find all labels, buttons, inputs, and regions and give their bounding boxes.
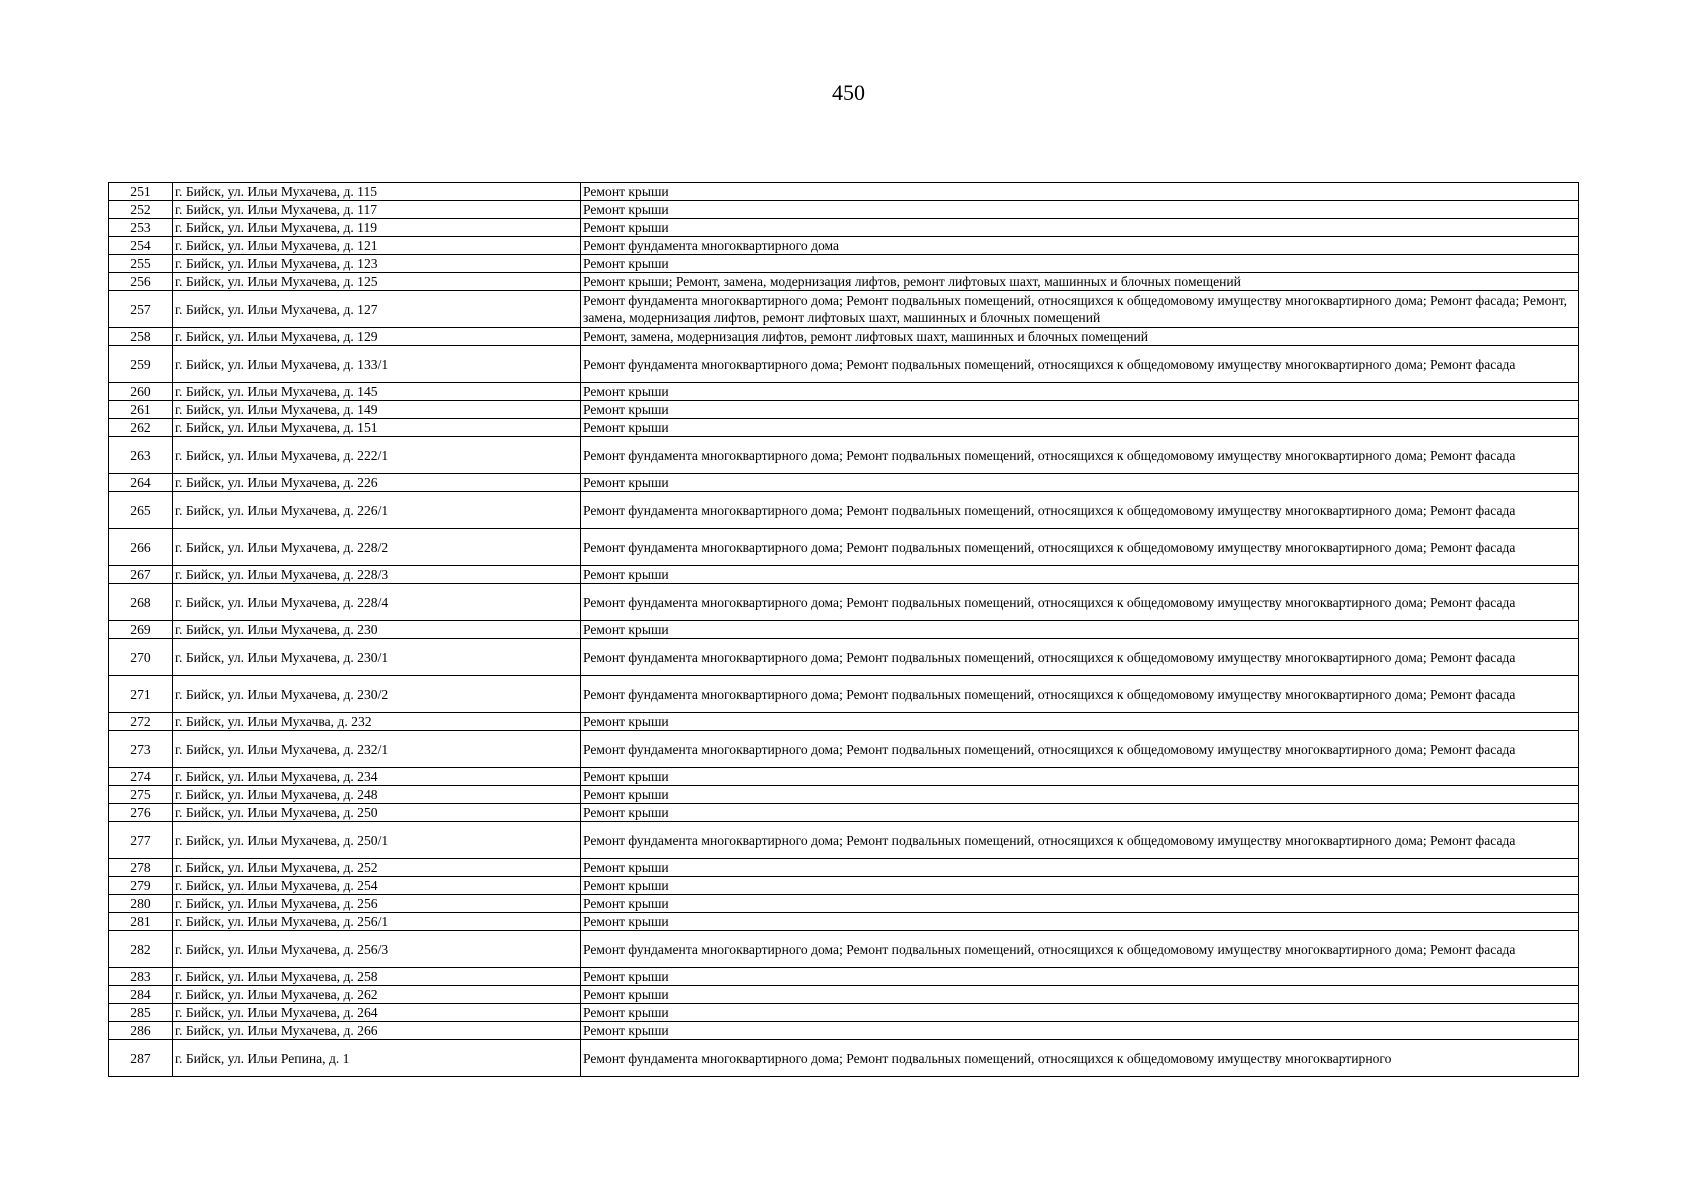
row-number-cell: 287 (109, 1040, 173, 1077)
repair-work-cell: Ремонт фундамента многоквартирного дома; Ремонт подвальных помещений, относящихся к общедомовому имуществу многоквартирного дома; Ремонт фасада (581, 346, 1579, 383)
address-cell: г. Бийск, ул. Ильи Мухачева, д. 125 (173, 273, 581, 291)
address-cell: г. Бийск, ул. Ильи Мухачева, д. 252 (173, 859, 581, 877)
table-row (109, 219, 1579, 237)
table-row (109, 584, 1579, 621)
address-cell: г. Бийск, ул. Ильи Мухачева, д. 129 (173, 328, 581, 346)
table-row (109, 419, 1579, 437)
repair-work-cell: Ремонт крыши (581, 913, 1579, 931)
repair-work-cell: Ремонт крыши (581, 713, 1579, 731)
address-cell: г. Бийск, ул. Ильи Мухачева, д. 230/1 (173, 639, 581, 676)
row-number-cell: 270 (109, 639, 173, 676)
repair-work-cell: Ремонт крыши (581, 419, 1579, 437)
row-number-cell: 267 (109, 566, 173, 584)
table-row (109, 931, 1579, 968)
address-cell: г. Бийск, ул. Ильи Мухачева, д. 256/3 (173, 931, 581, 968)
table-row (109, 676, 1579, 713)
table-row (109, 346, 1579, 383)
row-number-cell: 268 (109, 584, 173, 621)
repair-work-cell: Ремонт крыши (581, 474, 1579, 492)
repair-work-cell: Ремонт крыши (581, 1004, 1579, 1022)
row-number-cell: 276 (109, 804, 173, 822)
address-cell: г. Бийск, ул. Ильи Мухачева, д. 264 (173, 1004, 581, 1022)
repair-work-cell: Ремонт крыши; Ремонт, замена, модернизация лифтов, ремонт лифтовых шахт, машинных и блочных помещений (581, 273, 1579, 291)
address-cell: г. Бийск, ул. Ильи Мухачева, д. 262 (173, 986, 581, 1004)
table-row (109, 529, 1579, 566)
table-row (109, 639, 1579, 676)
row-number-cell: 272 (109, 713, 173, 731)
table-row (109, 1022, 1579, 1040)
repair-work-cell: Ремонт фундамента многоквартирного дома; Ремонт подвальных помещений, относящихся к общедомовому имуществу многоквартирного дома; Ремонт фасада (581, 822, 1579, 859)
repair-work-cell: Ремонт фундамента многоквартирного дома; Ремонт подвальных помещений, относящихся к общедомовому имуществу многоквартирного дома; Ремонт фасада (581, 584, 1579, 621)
table-row (109, 401, 1579, 419)
address-cell: г. Бийск, ул. Ильи Мухачева, д. 123 (173, 255, 581, 273)
address-cell: г. Бийск, ул. Ильи Мухачева, д. 250 (173, 804, 581, 822)
table-row (109, 383, 1579, 401)
repair-work-cell: Ремонт фундамента многоквартирного дома; Ремонт подвальных помещений, относящихся к общедомовому имуществу многоквартирного дома; Ремонт фасада (581, 731, 1579, 768)
address-cell: г. Бийск, ул. Ильи Мухачва, д. 232 (173, 713, 581, 731)
repair-work-cell: Ремонт крыши (581, 804, 1579, 822)
row-number-cell: 256 (109, 273, 173, 291)
repair-work-cell: Ремонт фундамента многоквартирного дома; Ремонт подвальных помещений, относящихся к общедомовому имуществу многоквартирного дома; Ремонт фасада (581, 931, 1579, 968)
address-cell: г. Бийск, ул. Ильи Мухачева, д. 228/2 (173, 529, 581, 566)
repair-work-cell: Ремонт крыши (581, 895, 1579, 913)
repair-work-cell: Ремонт крыши (581, 401, 1579, 419)
table-row (109, 968, 1579, 986)
repair-work-cell: Ремонт крыши (581, 859, 1579, 877)
row-number-cell: 284 (109, 986, 173, 1004)
address-cell: г. Бийск, ул. Ильи Мухачева, д. 248 (173, 786, 581, 804)
table-row (109, 877, 1579, 895)
row-number-cell: 285 (109, 1004, 173, 1022)
repair-work-cell: Ремонт крыши (581, 877, 1579, 895)
address-cell: г. Бийск, ул. Ильи Мухачева, д. 232/1 (173, 731, 581, 768)
row-number-cell: 257 (109, 291, 173, 328)
table-row (109, 895, 1579, 913)
row-number-cell: 255 (109, 255, 173, 273)
table-row (109, 768, 1579, 786)
table-row (109, 492, 1579, 529)
row-number-cell: 251 (109, 183, 173, 201)
address-cell: г. Бийск, ул. Ильи Мухачева, д. 228/4 (173, 584, 581, 621)
table-row (109, 713, 1579, 731)
address-cell: г. Бийск, ул. Ильи Мухачева, д. 250/1 (173, 822, 581, 859)
repair-work-cell: Ремонт крыши (581, 986, 1579, 1004)
table-row (109, 273, 1579, 291)
address-cell: г. Бийск, ул. Ильи Мухачева, д. 234 (173, 768, 581, 786)
row-number-cell: 281 (109, 913, 173, 931)
table-row (109, 1004, 1579, 1022)
repair-work-cell: Ремонт, замена, модернизация лифтов, ремонт лифтовых шахт, машинных и блочных помещений (581, 328, 1579, 346)
repair-work-cell: Ремонт фундамента многоквартирного дома; Ремонт подвальных помещений, относящихся к общедомовому имуществу многоквартирного дома; Ремонт фасада (581, 437, 1579, 474)
repair-work-cell: Ремонт крыши (581, 1022, 1579, 1040)
repair-work-cell: Ремонт крыши (581, 201, 1579, 219)
page-number: 450 (832, 80, 865, 105)
address-cell: г. Бийск, ул. Ильи Мухачева, д. 145 (173, 383, 581, 401)
table-row (109, 566, 1579, 584)
row-number-cell: 283 (109, 968, 173, 986)
address-cell: г. Бийск, ул. Ильи Мухачева, д. 115 (173, 183, 581, 201)
address-cell: г. Бийск, ул. Ильи Мухачева, д. 127 (173, 291, 581, 328)
address-cell: г. Бийск, ул. Ильи Мухачева, д. 256/1 (173, 913, 581, 931)
row-number-cell: 261 (109, 401, 173, 419)
repair-work-cell: Ремонт крыши (581, 183, 1579, 201)
row-number-cell: 274 (109, 768, 173, 786)
repair-work-cell: Ремонт фундамента многоквартирного дома (581, 237, 1579, 255)
address-cell: г. Бийск, ул. Ильи Мухачева, д. 117 (173, 201, 581, 219)
row-number-cell: 252 (109, 201, 173, 219)
repair-work-cell: Ремонт фундамента многоквартирного дома; Ремонт подвальных помещений, относящихся к общедомовому имуществу многоквартирного дома; Ремонт фасада; Ремонт, замена, модернизация лифтов, ремонт лифтовых шахт, машинных и блочных помещений (581, 291, 1579, 328)
address-cell: г. Бийск, ул. Ильи Мухачева, д. 121 (173, 237, 581, 255)
address-cell: г. Бийск, ул. Ильи Мухачева, д. 258 (173, 968, 581, 986)
address-cell: г. Бийск, ул. Ильи Мухачева, д. 256 (173, 895, 581, 913)
row-number-cell: 266 (109, 529, 173, 566)
address-cell: г. Бийск, ул. Ильи Мухачева, д. 151 (173, 419, 581, 437)
table-row (109, 804, 1579, 822)
table-row (109, 859, 1579, 877)
row-number-cell: 280 (109, 895, 173, 913)
table-row (109, 621, 1579, 639)
table-row (109, 255, 1579, 273)
row-number-cell: 260 (109, 383, 173, 401)
repair-work-cell: Ремонт фундамента многоквартирного дома; Ремонт подвальных помещений, относящихся к общедомовому имуществу многоквартирного дома; Ремонт фасада (581, 676, 1579, 713)
address-cell: г. Бийск, ул. Ильи Мухачева, д. 226/1 (173, 492, 581, 529)
row-number-cell: 263 (109, 437, 173, 474)
repair-work-cell: Ремонт крыши (581, 566, 1579, 584)
row-number-cell: 279 (109, 877, 173, 895)
table-row (109, 437, 1579, 474)
address-cell: г. Бийск, ул. Ильи Мухачева, д. 133/1 (173, 346, 581, 383)
address-cell: г. Бийск, ул. Ильи Мухачева, д. 230/2 (173, 676, 581, 713)
row-number-cell: 265 (109, 492, 173, 529)
row-number-cell: 258 (109, 328, 173, 346)
repair-work-cell: Ремонт фундамента многоквартирного дома; Ремонт подвальных помещений, относящихся к общедомовому имуществу многоквартирного дома; Ремонт фасада (581, 639, 1579, 676)
registry-table-body (109, 183, 1579, 1077)
repair-work-cell: Ремонт крыши (581, 383, 1579, 401)
repair-work-cell: Ремонт крыши (581, 621, 1579, 639)
table-row (109, 291, 1579, 328)
table-row (109, 201, 1579, 219)
table-row (109, 731, 1579, 768)
row-number-cell: 273 (109, 731, 173, 768)
repair-work-cell: Ремонт крыши (581, 768, 1579, 786)
row-number-cell: 264 (109, 474, 173, 492)
table-row (109, 913, 1579, 931)
address-cell: г. Бийск, ул. Ильи Мухачева, д. 149 (173, 401, 581, 419)
row-number-cell: 271 (109, 676, 173, 713)
table-row (109, 986, 1579, 1004)
address-cell: г. Бийск, ул. Ильи Мухачева, д. 226 (173, 474, 581, 492)
row-number-cell: 259 (109, 346, 173, 383)
repair-work-cell: Ремонт фундамента многоквартирного дома; Ремонт подвальных помещений, относящихся к общедомовому имуществу многоквартирного (581, 1040, 1579, 1077)
repair-work-cell: Ремонт крыши (581, 219, 1579, 237)
repair-work-cell: Ремонт крыши (581, 786, 1579, 804)
row-number-cell: 253 (109, 219, 173, 237)
row-number-cell: 262 (109, 419, 173, 437)
address-cell: г. Бийск, ул. Ильи Мухачева, д. 230 (173, 621, 581, 639)
row-number-cell: 277 (109, 822, 173, 859)
table-row (109, 474, 1579, 492)
repair-work-cell: Ремонт фундамента многоквартирного дома; Ремонт подвальных помещений, относящихся к общедомовому имуществу многоквартирного дома; Ремонт фасада (581, 492, 1579, 529)
row-number-cell: 286 (109, 1022, 173, 1040)
address-cell: г. Бийск, ул. Ильи Мухачева, д. 228/3 (173, 566, 581, 584)
table-row (109, 237, 1579, 255)
address-cell: г. Бийск, ул. Ильи Мухачева, д. 266 (173, 1022, 581, 1040)
table-row (109, 1040, 1579, 1077)
repair-registry-table (108, 182, 1579, 1077)
row-number-cell: 278 (109, 859, 173, 877)
table-row (109, 786, 1579, 804)
address-cell: г. Бийск, ул. Ильи Мухачева, д. 254 (173, 877, 581, 895)
row-number-cell: 282 (109, 931, 173, 968)
address-cell: г. Бийск, ул. Ильи Репина, д. 1 (173, 1040, 581, 1077)
row-number-cell: 254 (109, 237, 173, 255)
table-row (109, 822, 1579, 859)
table-row (109, 328, 1579, 346)
repair-work-cell: Ремонт крыши (581, 255, 1579, 273)
row-number-cell: 275 (109, 786, 173, 804)
address-cell: г. Бийск, ул. Ильи Мухачева, д. 119 (173, 219, 581, 237)
address-cell: г. Бийск, ул. Ильи Мухачева, д. 222/1 (173, 437, 581, 474)
repair-work-cell: Ремонт фундамента многоквартирного дома; Ремонт подвальных помещений, относящихся к общедомовому имуществу многоквартирного дома; Ремонт фасада (581, 529, 1579, 566)
table-row (109, 183, 1579, 201)
repair-work-cell: Ремонт крыши (581, 968, 1579, 986)
row-number-cell: 269 (109, 621, 173, 639)
